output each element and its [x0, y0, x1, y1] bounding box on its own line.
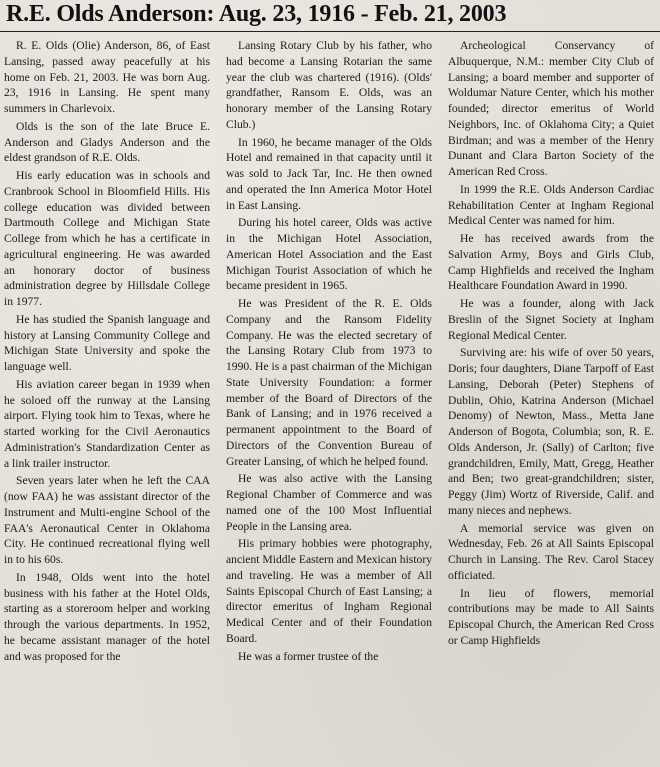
paragraph: Archeological Conservancy of Albuquerque, N.M.: member City Club of Lansing; a board member and supporter of Woldumar Nature Center, which his mother founded; director emeritus of World Neighbors, Inc. of Oklahoma City; a Quiet Birdman; and was a member of the Henry Dunant and Clara Barton Society of the American Red Cross.	[448, 39, 654, 178]
paragraph: Lansing Rotary Club by his father, who had become a Lansing Rotarian the same year the club was chartered (1916). (Olds' grandfather, Ransom E. Olds, was an honorary member of the Lansing Rotary Club.)	[226, 39, 432, 131]
column-1	[4, 38, 210, 767]
paragraph: He has received awards from the Salvation Army, Boys and Girls Club, Camp Highfields and received the Ingham Healthcare Foundation Award in 1990.	[448, 232, 654, 293]
headline-rule	[0, 31, 660, 32]
column-3	[448, 38, 654, 767]
paragraph: Olds is the son of the late Bruce E. Anderson and Gladys Anderson and the eldest grandson of R.E. Olds.	[4, 119, 210, 165]
paragraph: His early education was in schools and Cranbrook School in Bloomfield Hills. His college education was divided between Dartmouth College and Michigan State College from which he has a certificate in agricultural engineering. He was awarded an honorary doctor of business administration degree by Hillsdale College in 1977.	[4, 169, 210, 308]
article-headline: R.E. Olds Anderson: Aug. 23, 1916 - Feb. 21, 2003	[6, 1, 507, 27]
paragraph: In lieu of flowers, memorial contributions may be made to All Saints Episcopal Church, the American Red Cross or Camp Highfields	[448, 586, 654, 647]
paragraph: He was President of the R. E. Olds Company and the Ransom Fidelity Company. He was the elected secretary of the Lansing Rotary Club from 1973 to 1990. He is a past chairman of the Michigan State University Foundation: a former member of the Board of Directors of the Bank of Lansing; and in 1976 received a permanent appointment to the Board of Directors of the Convention Bureau of Greater Lansing, of which he helped found.	[226, 297, 432, 468]
paragraph: He was also active with the Lansing Regional Chamber of Commerce and was named one of the 100 Most Influential People in the Lansing area.	[226, 472, 432, 533]
paragraph: Seven years later when he left the CAA (now FAA) he was assistant director of the Instrument and Multi-engine School of the FAA's Aeronautical Center in Oklahoma City. He continued recreational flying well in to his 60s.	[4, 474, 210, 566]
paragraph: He was a former trustee of the	[238, 649, 379, 663]
paragraph: During his hotel career, Olds was active in the Michigan Hotel Association, American Hotel Association and the East Michigan Tourist Association of which he became president in 1965.	[226, 216, 432, 293]
paragraph: Surviving are: his wife of over 50 years, Doris; four daughters, Diane Tarpoff of East Lansing, Deborah (Peter) Stephens of Dublin, Ohio, Katrina Anderson (Michael Denomy) of Newton, Mass., Metta Jane Anderson of Bogota, Columbia; son, R. E. Olds Anderson, Jr. (Sally) of Carlton; five grandchildren, Emily, Matt, Gregg, Heather and Ben; two great-grandchildren; sister, Peggy (Jim) Wortz of Riverside, Calif. and many nieces and nephews.	[448, 346, 654, 517]
column-2	[226, 38, 432, 767]
article-body	[4, 38, 654, 767]
paragraph: In 1948, Olds went into the hotel business with his father at the Hotel Olds, starting as a storeroom helper and working through the various departments. In 1952, he became assistant manager of the hotel and was proposed for the	[4, 570, 210, 663]
paragraph: He has studied the Spanish language and history at Lansing Community College and Michigan State University and spoke the language well.	[4, 312, 210, 373]
paragraph: His aviation career began in 1939 when he soloed off the runway at the Lansing airport. Flying took him to Texas, where he started working for the Civil Aeronautics Administration's Standardization Center as a link trailer instructor.	[4, 377, 210, 470]
paragraph: R. E. Olds (Olie) Anderson, 86, of East Lansing, passed away peacefully at his home on Feb. 21, 2003. He was born Aug. 23, 1916 in Lansing. He spent many summers in Charlevoix.	[4, 39, 210, 115]
paragraph: His primary hobbies were photography, ancient Middle Eastern and Mexican history and traveling. He was a member of All Saints Episcopal Church of East Lansing; a director emeritus of Ingham Regional Medical Center and of their Foundation Board.	[226, 537, 432, 645]
paragraph: A memorial service was given on Wednesday, Feb. 26 at All Saints Episcopal Church in Lansing. The Rev. Carol Stacey officiated.	[448, 521, 654, 582]
paragraph: In 1999 the R.E. Olds Anderson Cardiac Rehabilitation Center at Ingham Regional Medical Center was named for him.	[448, 182, 654, 228]
paragraph: In 1960, he became manager of the Olds Hotel and remained in that capacity until it was sold to Jack Tar, Inc. He then owned and operated the Inn America Motor Hotel in East Lansing.	[226, 135, 432, 212]
paragraph: He was a founder, along with Jack Breslin of the Signet Society at Ingham Regional Medical Center.	[448, 297, 654, 342]
